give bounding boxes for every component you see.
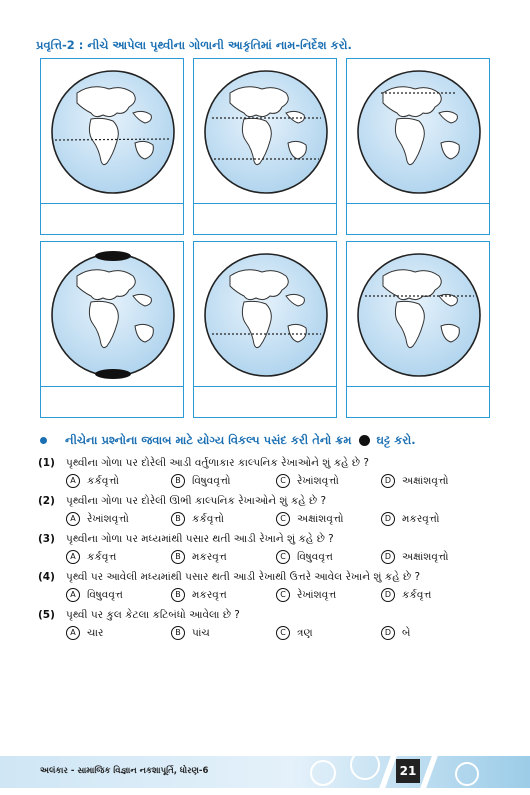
option-letter: B [171,588,185,602]
decor-ring [455,762,479,786]
question-text: પૃથ્વી પર કુલ કેટલા કટિબંધો આવેલા છે ? [66,609,240,621]
option-letter: C [276,512,290,526]
globe-card-1 [40,58,184,235]
globe-figure [200,63,332,201]
question-text: પૃથ્વીના ગોળા પર દોરેલી આડી વર્તુળાકાર કાલ્પનિક રેખાઓને શું કહે છે ? [66,457,369,469]
option[interactable] [381,549,486,566]
question-number: (2) [38,495,55,507]
globe-figure [353,246,485,384]
option[interactable] [66,549,171,566]
option-text: અક્ષાંશવૃત્તો [402,551,449,563]
option-text: રેખાંશવૃત્તો [87,513,129,525]
options [38,511,508,528]
instruction-tail: ઘટ્ટ કરો. [376,433,416,447]
label-box[interactable] [347,204,489,234]
label-box[interactable] [41,204,183,234]
option[interactable] [171,625,276,642]
option-text: કર્કવૃત્તો [192,513,225,525]
question-text: પૃથ્વી પર આવેલી મધ્યમાંથી પસાર થતી આડી રેખાથી ઉત્તરે આવેલ રેખાને શું કહે છે ? [66,571,421,583]
question-text: પૃથ્વીના ગોળા પર દોરેલી ઊભી કાલ્પનિક રેખાઓને શું કહે છે ? [66,495,327,507]
filled-circle-icon [359,435,370,446]
decor-stripe [420,756,438,788]
option-letter: B [171,626,185,640]
question-text: પૃથ્વીના ગોળા પર મધ્યમાંથી પસાર થતી આડી રેખાને શું કહે છે ? [66,533,334,545]
option-text: રેખાંશવૃત્ત [297,589,337,601]
option-text: કર્કવૃત્તો [87,475,120,487]
label-box[interactable] [194,204,336,234]
option-text: વિષુવવૃત્તો [192,475,231,487]
option-letter: D [381,626,395,640]
question [38,569,508,586]
option-text: ત્રણ [297,627,313,639]
question [38,493,508,510]
bullet-icon [40,437,47,444]
option-letter: B [171,550,185,564]
option[interactable] [66,587,171,604]
question [38,607,508,624]
option[interactable] [381,473,486,490]
option-letter: C [276,550,290,564]
option[interactable] [276,511,381,528]
option-text: કર્કવૃત્ત [402,589,432,601]
instruction [40,433,416,448]
option[interactable] [171,473,276,490]
globe-figure [47,63,179,201]
option[interactable] [381,587,486,604]
option-letter: A [66,474,80,488]
option-letter: A [66,626,80,640]
label-box[interactable] [41,387,183,417]
option-letter: D [381,512,395,526]
question [38,455,508,472]
question-number: (5) [38,609,55,621]
options [38,549,508,566]
option-letter: D [381,588,395,602]
globe-figure [47,246,179,384]
option-text: બે [402,627,411,639]
question-number: (4) [38,571,55,583]
option-letter: A [66,588,80,602]
option[interactable] [66,625,171,642]
option-letter: C [276,626,290,640]
activity-title: પ્રવૃત્તિ-2 : નીચે આપેલા પૃથ્વીના ગોળાની આકૃતિમાં નામ-નિર્દેશ કરો. [36,38,352,52]
option[interactable] [171,549,276,566]
globe-card-3 [346,58,490,235]
option-letter: A [66,512,80,526]
option-text: પાંચ [192,627,210,639]
option-letter: D [381,550,395,564]
option[interactable] [276,587,381,604]
globe-card-5 [193,241,337,418]
option-letter: C [276,474,290,488]
option[interactable] [276,625,381,642]
globe-card-4 [40,241,184,418]
question-list [38,455,508,645]
page-number: 21 [396,759,420,783]
decor-ring [310,760,336,786]
question-number: (3) [38,533,55,545]
option[interactable] [66,473,171,490]
question [38,531,508,548]
option[interactable] [276,473,381,490]
options [38,587,508,604]
globe-card-2 [193,58,337,235]
option-text: મકરવૃત્ત [192,551,227,563]
option-text: કર્કવૃત્ત [87,551,117,563]
instruction-text: નીચેના પ્રશ્નોના જવાબ માટે યોગ્ય વિકલ્પ પસંદ કરી તેનો ક્રમ [65,433,352,447]
page-footer [0,756,530,788]
option[interactable] [171,511,276,528]
label-box[interactable] [194,387,336,417]
globe-figure [200,246,332,384]
option[interactable] [276,549,381,566]
option-text: રેખાંશવૃત્તો [297,475,339,487]
option-letter: B [171,512,185,526]
options [38,625,508,642]
globe-card-6 [346,241,490,418]
option-text: મકરવૃત્તો [402,513,440,525]
question-number: (1) [38,457,55,469]
option-text: અક્ષાંશવૃત્તો [297,513,344,525]
option-text: મકરવૃત્ત [192,589,227,601]
decor-ring [350,750,380,780]
option-text: ચાર [87,627,104,639]
option-letter: B [171,474,185,488]
option-letter: A [66,550,80,564]
label-box[interactable] [347,387,489,417]
option[interactable] [381,511,486,528]
globe-figure [353,63,485,201]
footer-text: અલંકાર - સામાજિક વિજ્ઞાન નકશાપૂર્તિ, ધોરણ-6 [40,766,209,776]
option-text: વિષુવવૃત્ત [87,589,123,601]
decor-stripe [379,756,397,788]
option-letter: D [381,474,395,488]
option[interactable] [171,587,276,604]
option[interactable] [381,625,486,642]
option-text: વિષુવવૃત્ત [297,551,333,563]
options [38,473,508,490]
option-text: અક્ષાંશવૃત્તો [402,475,449,487]
option-letter: C [276,588,290,602]
option[interactable] [66,511,171,528]
